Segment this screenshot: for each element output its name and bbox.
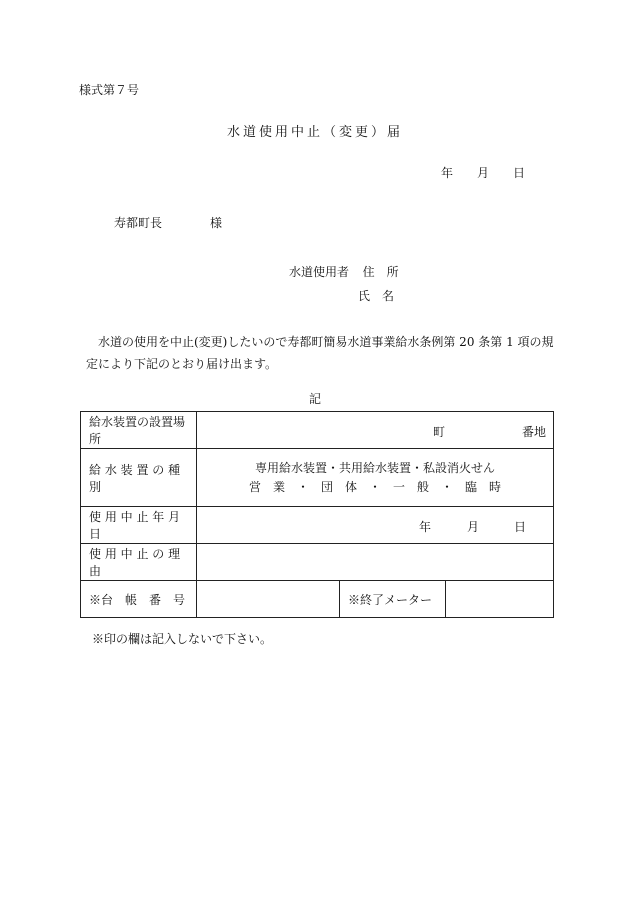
- table-row-ledger: [81, 581, 554, 618]
- location-lot-label: 番地: [522, 425, 547, 439]
- type-options[interactable]: [197, 449, 554, 507]
- stop-year-label: 年: [419, 520, 432, 534]
- meter-field[interactable]: [446, 581, 554, 618]
- addressee-honorific: 様: [210, 216, 223, 230]
- stop-date-label: 使 用 中 止 年 月 日: [81, 507, 197, 544]
- body-paragraph: [86, 331, 556, 375]
- location-field[interactable]: [197, 412, 554, 449]
- submission-date: [441, 164, 525, 181]
- applicant-address-line: [289, 263, 399, 280]
- location-town-label: 町: [433, 425, 446, 439]
- stop-day-label: 日: [514, 520, 527, 534]
- table-row-type: [81, 449, 554, 507]
- type-options-line-2: 営 業 ・ 団 体 ・ 一 般 ・ 臨 時: [249, 479, 502, 494]
- reason-field[interactable]: [197, 544, 554, 581]
- stop-date-field[interactable]: [197, 507, 554, 544]
- addressee: [114, 214, 222, 231]
- body-line-2: 定により下記のとおり届け出ます。: [86, 357, 278, 371]
- form-number: 様式第７号: [79, 83, 140, 97]
- document-title: 水道使用中止（変更）届: [226, 125, 403, 140]
- address-label: 住 所: [362, 265, 399, 279]
- type-label: 給 水 装 置 の 種 別: [81, 449, 197, 507]
- ki-heading: 記: [308, 392, 321, 406]
- date-year-label: 年: [441, 166, 454, 180]
- applicant-role: 水道使用者: [289, 265, 350, 279]
- application-table: [80, 411, 554, 618]
- date-month-label: 月: [477, 166, 490, 180]
- ledger-number-field[interactable]: [197, 581, 340, 618]
- reason-label: 使 用 中 止 の 理 由: [81, 544, 197, 581]
- body-line-1: 水道の使用を中止(変更)したいので寿都町簡易水道事業給水条例第 20 条第 1 項の規: [98, 335, 554, 349]
- applicant-name-line: [358, 287, 394, 304]
- stop-month-label: 月: [467, 520, 480, 534]
- addressee-name: 寿都町長: [114, 216, 163, 230]
- meter-label: ※終了メーター: [340, 581, 446, 618]
- name-label: 氏 名: [358, 289, 395, 303]
- table-row-stop-date: [81, 507, 554, 544]
- date-day-label: 日: [513, 166, 526, 180]
- table-row-location: [81, 412, 554, 449]
- location-label: 給水装置の設置場所: [81, 412, 197, 449]
- ledger-label: ※台 帳 番 号: [81, 581, 197, 618]
- table-row-reason: [81, 544, 554, 581]
- footnote: ※印の欄は記入しないで下さい。: [92, 632, 273, 646]
- type-options-line-1: 専用給水装置・共用給水装置・私設消火せん: [255, 460, 496, 475]
